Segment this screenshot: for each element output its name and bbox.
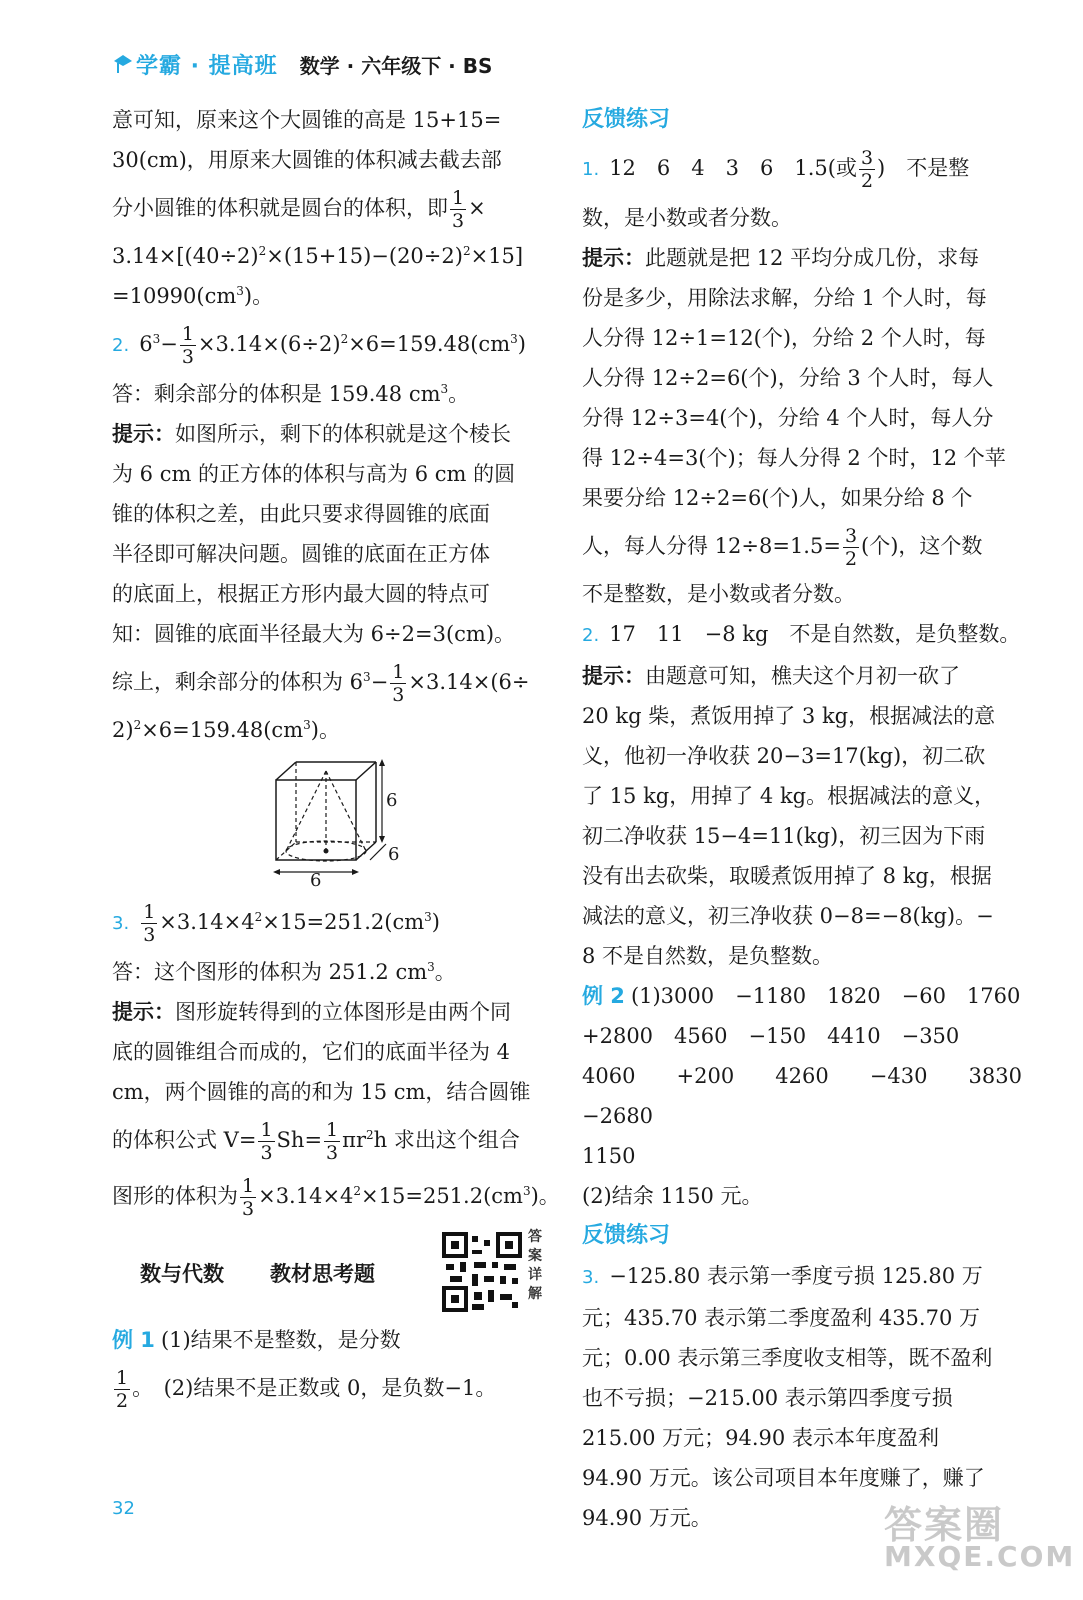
text-line: $2)^2\times 6=159.48(cm^3)$。 [112, 718, 340, 742]
text-line: cm，两个圆锥的高的和为 15 cm，结合圆锥 [112, 1080, 531, 1104]
question-3: 3. $\frac{1}{3}$ $\times 3.14\times 4^2\times 15=251.2(cm^3)$ [112, 901, 440, 946]
example-label: 例 2 [582, 984, 625, 1008]
text-line: 元；435.70 表示第二季度盈利 435.70 万 [582, 1306, 980, 1330]
example-label: 例 1 [112, 1328, 155, 1352]
fraction: $\frac{1}{3}$ [242, 1175, 255, 1220]
text-line: 分得 12÷3=4(个)，分给 4 个人时，每人分 [582, 406, 994, 430]
text-line: 也不亏损；−215.00 表示第四季度亏损 [582, 1386, 953, 1410]
fraction: $\frac{1}{3}$ [260, 1119, 273, 1164]
text-line: 1150 [582, 1144, 636, 1168]
feedback-heading: 反馈练习 [582, 1223, 671, 1248]
text-line: 知：圆锥的底面半径最大为 6÷2=3(cm)。 [112, 622, 516, 646]
text-line: 了 15 kg，用掉了 4 kg。根据减法的意义， [582, 784, 996, 808]
width-label: 6 [310, 870, 322, 888]
feedback-heading: 反馈练习 [582, 107, 671, 132]
text-line: 94.90 万元。 [582, 1506, 712, 1530]
fraction: $\frac{1}{3}$ [143, 901, 156, 946]
graduation-cap-icon [112, 51, 134, 77]
text-line: $3.14\times[(40\div 2)^2\times(15+15)-(20\div 2)^2\times 15]$ [112, 244, 524, 268]
hint-line: 提示：如图所示，剩下的体积就是这个棱长 [112, 422, 511, 446]
text-line: 义，他初一净收获 20−3=17(kg)，初二砍 [582, 744, 986, 768]
hint-label: 提示： [112, 422, 175, 446]
text-line: 30(cm)，用原来大圆锥的体积减去截去部 [112, 148, 502, 172]
text-line: 94.90 万元。该公司项目本年度赚了，赚了 [582, 1466, 985, 1490]
text-line: 锥的体积之差，由此只要求得圆锥的底面 [112, 502, 490, 526]
text-line: 人分得 12÷2=6(个)，分给 3 个人时，每人 [582, 366, 994, 390]
example-1: 例 1 (1)结果不是整数，是分数 [112, 1328, 401, 1352]
fraction: $\frac{1}{3}$ [452, 187, 465, 232]
text-line: 不是整数，是小数或者分数。 [582, 582, 855, 606]
section-title-2: 教材思考题 [270, 1262, 375, 1286]
text-line: 为 6 cm 的正方体的体积与高为 6 cm 的圆 [112, 462, 516, 486]
section-heading [112, 1224, 560, 1320]
text-line: 的底面上，根据正方形内最大圆的特点可 [112, 582, 490, 606]
text-line: 底的圆锥组合而成的，它们的底面半径为 4 [112, 1040, 511, 1064]
text-line: 数，是小数或者分数。 [582, 206, 792, 230]
fraction: $\frac{1}{3}$ [326, 1119, 339, 1164]
fraction: $\frac{1}{3}$ [181, 323, 194, 368]
text-line: 4060 +200 4260 −430 3830 −2680 [582, 1064, 1043, 1128]
hint-line: 提示：图形旋转得到的立体图形是由两个同 [112, 1000, 511, 1024]
qr-code-icon [442, 1232, 522, 1312]
question-1: 1. 12 6 4 3 6 1.5(或 $\frac{3}{2}$ ) 不是整 [582, 147, 970, 192]
fraction: $\frac{3}{2}$ [860, 147, 874, 192]
answer-line: 答：这个图形的体积为 251.2 $cm^3$。 [112, 960, 456, 984]
text-line: 的体积公式 V= $\frac{1}{3}$ Sh= $\frac{1}{3}$ $\pi r^2h$ 求出这个组合 [112, 1119, 520, 1164]
fraction: $\frac{1}{3}$ [392, 661, 405, 706]
text-line: 初二净收获 15−4=11(kg)，初三因为下雨 [582, 824, 986, 848]
book-subject: 数学 · 六年级下 · BS [299, 53, 493, 78]
text-line: 20 kg 柴，煮饭用掉了 3 kg，根据减法的意 [582, 704, 996, 728]
question-3: 3. −125.80 表示第一季度亏损 125.80 万 [582, 1264, 983, 1288]
fraction: $\frac{3}{2}$ [844, 525, 858, 570]
left-column [112, 100, 560, 1416]
text-line: 分小圆锥的体积就是圆台的体积，即 $\frac{1}{3}$ × [112, 187, 486, 232]
hint-label: 提示： [582, 664, 645, 688]
text-line: 综上，剩余部分的体积为 $6^3-$ $\frac{1}{3}$ ×3.14×(6÷ [112, 661, 530, 706]
text-line: 元；0.00 表示第三季度收支相等，既不盈利 [582, 1346, 993, 1370]
text-line: 半径即可解决问题。圆锥的底面在正方体 [112, 542, 490, 566]
question-2: 2. 17 11 −8 kg 不是自然数，是负整数。 [582, 622, 1021, 646]
section-title-1: 数与代数 [140, 1262, 224, 1286]
text-line: 得 12÷4=3(个)；每人分得 2 个时，12 个苹 [582, 446, 1006, 470]
qr-caption: 答案详解 [528, 1229, 542, 1302]
text-line: 果要分给 12÷2=6(个)人，如果分给 8 个 [582, 486, 973, 510]
hint-line: 提示：由题意可知，樵夫这个月初一砍了 [582, 664, 960, 688]
text-line: (2)结余 1150 元。 [582, 1184, 763, 1208]
text-line: 份是多少，用除法求解，分给 1 个人时，每 [582, 286, 987, 310]
height-label: 6 [386, 790, 398, 811]
text-line: 图形的体积为 $\frac{1}{3}$ $\times 3.14\times 4^2\times 15=251.2(cm^3)$。 [112, 1175, 560, 1220]
text-line: 215.00 万元；94.90 表示本年度盈利 [582, 1426, 939, 1450]
text-line: 减法的意义，初三净收获 0−8=−8(kg)。− [582, 904, 994, 928]
text-line: +2800 4560 −150 4410 −350 [582, 1024, 960, 1048]
text-line: 8 不是自然数，是负整数。 [582, 944, 834, 968]
hint-line: 提示：此题就是把 12 平均分成几份，求每 [582, 246, 980, 270]
right-column [582, 100, 1043, 1538]
watermark-url: MXQE.COM [884, 1540, 1076, 1573]
text-line: 人，每人分得 12÷8=1.5= $\frac{3}{2}$ (个)，这个数 [582, 525, 983, 570]
hint-label: 提示： [112, 1000, 175, 1024]
answer-line: 答：剩余部分的体积是 159.48 $cm^3$。 [112, 382, 470, 406]
cube-cone-figure [270, 756, 400, 888]
page-header [112, 44, 492, 84]
text-line: 没有出去砍柴，取暖煮饭用掉了 8 kg，根据 [582, 864, 992, 888]
text-line: $\frac{1}{2}$ 。 (2)结果不是正数或 0，是负数−1。 [116, 1367, 497, 1412]
hint-label: 提示： [582, 246, 645, 270]
example-2: 例 2 (1)3000 −1180 1820 −60 1760 [582, 984, 1021, 1008]
question-2: 2. $6^3-$ $\frac{1}{3}$ $\times 3.14\times(6\div 2)^2\times 6=159.48(cm^3)$ [112, 323, 526, 368]
text-line: 人分得 12÷1=12(个)，分给 2 个人时，每 [582, 326, 986, 350]
watermark-logo: 答案圈 [884, 1503, 1005, 1547]
fraction: $\frac{1}{2}$ [116, 1367, 129, 1412]
text-line: 意可知，原来这个大圆锥的高是 15+15= [112, 108, 502, 132]
depth-label: 6 [388, 844, 400, 865]
page-number: 32 [112, 1498, 135, 1519]
text-line: $=10990(cm^3)$。 [112, 284, 274, 308]
brand-title: 学霸 · 提高班 [136, 53, 278, 79]
